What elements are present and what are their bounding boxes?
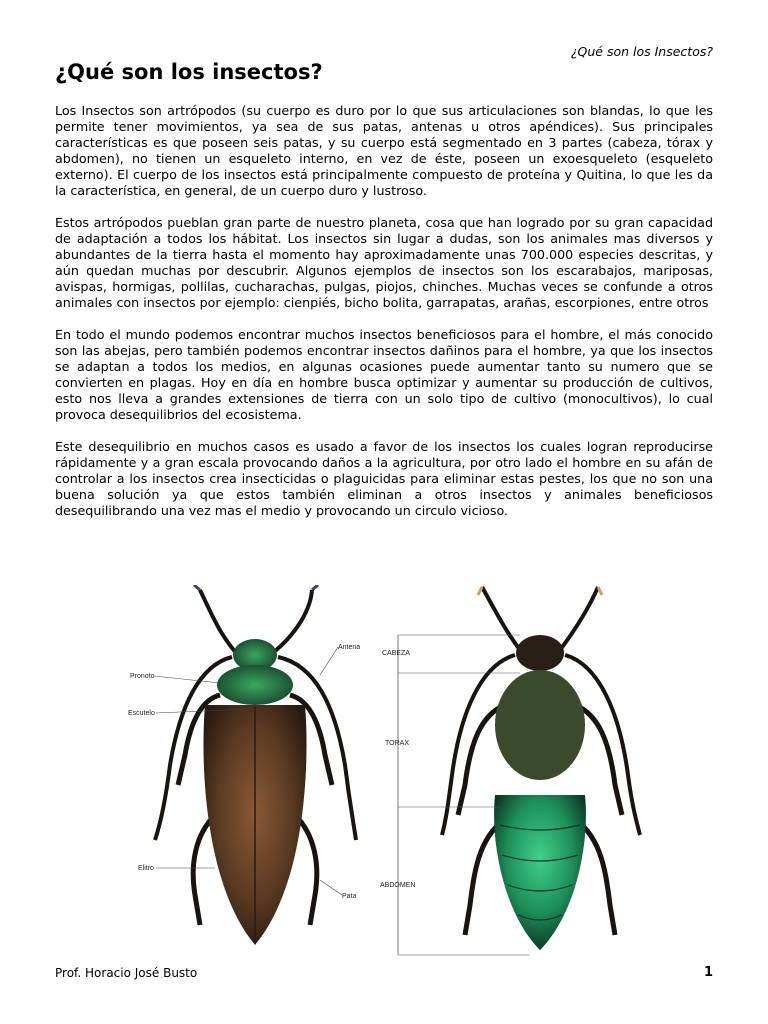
footer-author: Prof. Horacio José Busto	[55, 966, 198, 980]
label-torax: TORAX	[385, 740, 409, 747]
page-number: 1	[703, 965, 713, 980]
ventral-beetle	[442, 587, 640, 950]
label-antena: Antena	[338, 644, 361, 651]
label-escutelo: Escutelo	[128, 710, 155, 717]
dorsal-beetle	[155, 585, 356, 945]
running-header: ¿Qué son los Insectos?	[570, 44, 713, 59]
label-elitro: Elitro	[138, 865, 154, 872]
paragraph: Estos artrópodos pueblan gran parte de nuestro planeta, cosa que han logrado por su gran capacidad de adaptación a todos los hábitat. Los insectos sin lugar a dudas, son los animales mas diversos y abundantes de la tierra hasta el momento hay aproximadamente unas 700.000 especies descritas, y aún quedan muchas por descubrir. Algunos ejemplos de insectos son los escarabajos, mariposas, avispas, hormigas, pollilas, cucharachas, pulgas, piojos, chinches. Muchas veces se confunde a otros animales con insectos por ejemplo: cienpiés, bicho bolita, garrapatas, arañas, escorpiones, entre otros	[55, 215, 713, 310]
label-pata: Pata	[342, 893, 357, 900]
paragraph: En todo el mundo podemos encontrar muchos insectos beneficiosos para el hombre, el más conocido son las abejas, pero también podemos encontrar insectos dañinos para el hombre, ya que los insectos se adaptan a todos los medios, en algunas ocasiones puede aumentar tanto su numero que se convierten en plagas. Hoy en día en hombre busca optimizar y aumentar su producción de cultivos, esto nos lleva a grandes extensiones de tierra con un solo tipo de cultivo (monocultivos), lo cual provoca desequilibrios del ecosistema.	[55, 327, 713, 422]
beetle-illustration	[120, 585, 660, 960]
label-cabeza: CABEZA	[382, 650, 411, 657]
paragraph: Este desequilibrio en muchos casos es usado a favor de los insectos los cuales logran reproducirse rápidamente y a gran escala provocando daños a la agricultura, por otro lado el hombre en su afán de controlar a los insectos crea insecticidas o plaguicidas para eliminar estas pestes, los que no son una buena solución ya que estos también eliminan a otros insectos y animales beneficiosos desequilibrando una vez mas el medio y provocando un circulo vicioso.	[55, 439, 713, 518]
label-abdomen: ABDOMEN	[380, 882, 416, 889]
paragraph: Los Insectos son artrópodos (su cuerpo es duro por lo que sus articulaciones son blandas, lo que les permite tener movimientos, ya sea de sus patas, antenas u otros apéndices). Sus principales características es que poseen seis patas, y su cuerpo está segmentado en 3 partes (cabeza, tórax y abdomen), no tienen un esqueleto interno, en vez de éste, poseen un exoesqueleto (esqueleto externo). El cuerpo de los insectos está principalmente compuesto de proteína y Quitina, lo que les da la característica, en general, de un cuerpo duro y lustroso.	[55, 103, 713, 198]
page-title: ¿Qué son los insectos?	[55, 60, 323, 84]
beetle-figure	[120, 585, 660, 960]
body-text	[55, 103, 713, 535]
label-pronoto: Pronoto	[130, 673, 155, 680]
